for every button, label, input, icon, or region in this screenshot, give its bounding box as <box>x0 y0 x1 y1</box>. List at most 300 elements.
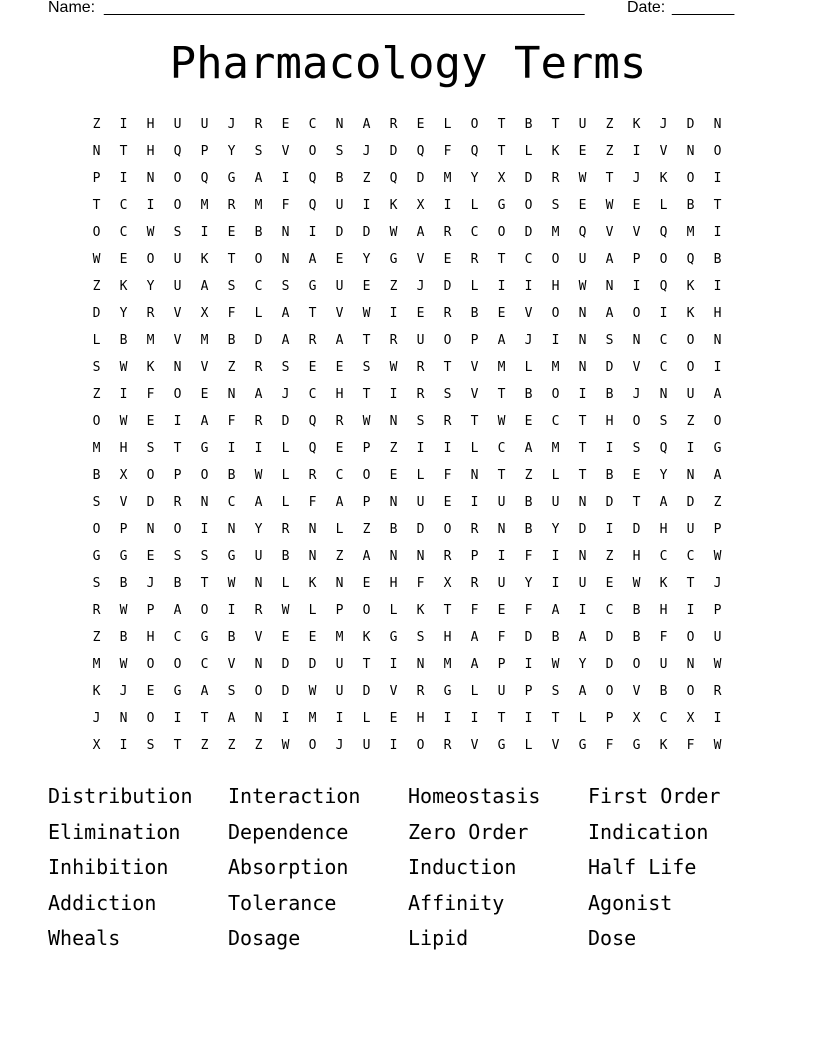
word-bank-item: Addiction <box>48 890 157 915</box>
grid-cell: I <box>578 603 587 618</box>
grid-cell: W <box>389 225 398 240</box>
grid-cell: I <box>362 198 371 213</box>
grid-cell: I <box>524 711 533 726</box>
grid-cell: R <box>389 333 398 348</box>
grid-cell: T <box>200 711 209 726</box>
grid-cell: F <box>281 198 290 213</box>
grid-cell: V <box>632 360 641 375</box>
grid-cell: S <box>92 576 101 591</box>
grid-cell: I <box>551 549 560 564</box>
grid-cell: B <box>470 306 479 321</box>
grid-cell: N <box>632 333 641 348</box>
grid-cell: P <box>713 522 722 537</box>
grid-cell: C <box>119 198 128 213</box>
word-bank-item: Dosage <box>228 926 301 950</box>
grid-cell: P <box>470 333 479 348</box>
grid-cell: D <box>524 171 533 186</box>
grid-cell: F <box>227 414 236 429</box>
grid-cell: O <box>173 171 182 186</box>
grid-cell: N <box>686 657 695 672</box>
grid-cell: M <box>686 225 695 240</box>
grid-cell: I <box>308 225 317 240</box>
grid-cell: G <box>497 198 506 213</box>
grid-cell: L <box>524 144 533 159</box>
grid-cell: U <box>254 549 263 564</box>
grid-cell: H <box>659 522 668 537</box>
grid-cell: A <box>200 684 209 699</box>
grid-cell: T <box>119 144 128 159</box>
grid-cell: J <box>659 117 668 132</box>
grid-cell: Z <box>200 738 209 753</box>
grid-cell: J <box>146 576 155 591</box>
grid-cell: W <box>551 657 560 672</box>
grid-cell: Q <box>308 414 317 429</box>
grid-cell: E <box>524 414 533 429</box>
grid-cell: N <box>308 549 317 564</box>
grid-cell: N <box>389 414 398 429</box>
grid-cell: E <box>605 576 614 591</box>
grid-cell: M <box>146 333 155 348</box>
grid-cell: Z <box>92 279 101 294</box>
grid-cell: J <box>281 387 290 402</box>
grid-cell: N <box>254 711 263 726</box>
grid-cell: J <box>227 117 236 132</box>
grid-cell: L <box>443 117 452 132</box>
grid-cell: U <box>659 657 668 672</box>
grid-cell: F <box>470 603 479 618</box>
grid-cell: N <box>308 522 317 537</box>
grid-cell: P <box>335 603 344 618</box>
grid-cell: S <box>416 630 425 645</box>
grid-cell: E <box>497 603 506 618</box>
grid-cell: M <box>308 711 317 726</box>
grid-cell: S <box>281 279 290 294</box>
grid-cell: V <box>119 495 128 510</box>
grid-cell: V <box>227 657 236 672</box>
word-bank <box>48 782 768 960</box>
grid-cell: S <box>443 387 452 402</box>
grid-cell: F <box>416 576 425 591</box>
grid-cell: B <box>227 468 236 483</box>
grid-cell: A <box>173 603 182 618</box>
grid-cell: R <box>254 603 263 618</box>
grid-cell: A <box>281 306 290 321</box>
grid-cell: S <box>173 225 182 240</box>
grid-cell: W <box>119 414 128 429</box>
date-field[interactable]: _______ <box>672 0 735 16</box>
grid-cell: Z <box>605 117 614 132</box>
grid-cell: N <box>146 171 155 186</box>
grid-cell: N <box>416 657 425 672</box>
grid-cell: I <box>119 171 128 186</box>
grid-cell: L <box>659 198 668 213</box>
grid-cell: O <box>362 468 371 483</box>
grid-cell: N <box>578 495 587 510</box>
grid-cell: D <box>632 522 641 537</box>
grid-cell: O <box>416 738 425 753</box>
grid-cell: B <box>254 225 263 240</box>
grid-cell: U <box>497 495 506 510</box>
grid-cell: W <box>119 360 128 375</box>
grid-cell: R <box>443 738 452 753</box>
grid-cell: D <box>416 522 425 537</box>
grid-cell: O <box>551 252 560 267</box>
grid-cell: E <box>146 414 155 429</box>
grid-cell: E <box>389 711 398 726</box>
grid-cell: B <box>335 171 344 186</box>
grid-cell: E <box>362 279 371 294</box>
grid-cell: X <box>443 576 452 591</box>
grid-cell: T <box>497 711 506 726</box>
grid-cell: G <box>227 549 236 564</box>
grid-cell: J <box>632 171 641 186</box>
grid-cell: Z <box>605 144 614 159</box>
grid-cell: A <box>605 306 614 321</box>
grid-cell: R <box>254 414 263 429</box>
grid-cell: L <box>470 279 479 294</box>
grid-cell: D <box>416 171 425 186</box>
grid-cell: M <box>254 198 263 213</box>
word-bank-item: Induction <box>408 855 517 879</box>
word-bank-item: Inhibition <box>48 855 169 879</box>
grid-cell: F <box>686 738 695 753</box>
grid-cell: O <box>308 738 317 753</box>
grid-cell: C <box>470 225 479 240</box>
grid-cell: C <box>605 603 614 618</box>
grid-cell: N <box>254 657 263 672</box>
grid-cell: X <box>632 711 641 726</box>
grid-cell: K <box>308 576 317 591</box>
grid-cell: I <box>713 171 722 186</box>
grid-cell: B <box>605 468 614 483</box>
grid-cell: U <box>173 117 182 132</box>
grid-cell: O <box>686 630 695 645</box>
grid-cell: T <box>686 576 695 591</box>
grid-cell: E <box>416 117 425 132</box>
grid-cell: N <box>578 306 587 321</box>
grid-cell: O <box>92 225 101 240</box>
grid-cell: K <box>686 279 695 294</box>
grid-cell: Y <box>227 144 236 159</box>
grid-cell: B <box>713 252 722 267</box>
grid-cell: W <box>605 198 614 213</box>
grid-cell: N <box>281 252 290 267</box>
grid-cell: T <box>713 198 722 213</box>
grid-cell: L <box>524 738 533 753</box>
grid-cell: C <box>686 549 695 564</box>
grid-cell: H <box>335 387 344 402</box>
grid-cell: W <box>119 603 128 618</box>
grid-cell: O <box>497 225 506 240</box>
grid-cell: E <box>416 306 425 321</box>
grid-cell: M <box>551 360 560 375</box>
grid-cell: P <box>632 252 641 267</box>
grid-cell: T <box>362 657 371 672</box>
grid-cell: L <box>92 333 101 348</box>
grid-cell: A <box>659 495 668 510</box>
grid-cell: C <box>308 387 317 402</box>
grid-cell: O <box>173 387 182 402</box>
grid-cell: I <box>470 495 479 510</box>
grid-cell: X <box>92 738 101 753</box>
word-bank-item: Zero Order <box>408 819 529 844</box>
grid-cell: T <box>308 306 317 321</box>
grid-cell: H <box>551 279 560 294</box>
grid-cell: F <box>146 387 155 402</box>
grid-cell: C <box>335 468 344 483</box>
grid-cell: T <box>362 333 371 348</box>
grid-cell: S <box>659 414 668 429</box>
grid-cell: E <box>227 225 236 240</box>
grid-cell: X <box>497 171 506 186</box>
grid-cell: W <box>713 657 722 672</box>
grid-cell: N <box>227 522 236 537</box>
grid-cell: T <box>443 603 452 618</box>
grid-cell: M <box>497 360 506 375</box>
grid-cell: Y <box>578 657 587 672</box>
grid-cell: I <box>497 279 506 294</box>
grid-cell: H <box>443 630 452 645</box>
grid-cell: B <box>281 549 290 564</box>
grid-cell: B <box>119 576 128 591</box>
grid-cell: E <box>308 360 317 375</box>
grid-cell: D <box>605 630 614 645</box>
grid-cell: S <box>146 738 155 753</box>
grid-cell: W <box>119 657 128 672</box>
grid-cell: I <box>443 711 452 726</box>
grid-cell: U <box>416 495 425 510</box>
grid-cell: H <box>416 711 425 726</box>
grid-cell: I <box>443 441 452 456</box>
grid-cell: R <box>254 117 263 132</box>
grid-cell: A <box>362 117 371 132</box>
grid-cell: D <box>281 684 290 699</box>
grid-cell: A <box>470 657 479 672</box>
grid-cell: U <box>578 117 587 132</box>
grid-cell: Z <box>92 630 101 645</box>
grid-cell: A <box>308 252 317 267</box>
word-bank-item: Elimination <box>48 819 181 844</box>
grid-cell: R <box>443 549 452 564</box>
grid-cell: N <box>713 117 722 132</box>
grid-cell: O <box>200 468 209 483</box>
grid-cell: R <box>335 414 344 429</box>
grid-cell: I <box>524 279 533 294</box>
grid-cell: E <box>578 198 587 213</box>
grid-cell: I <box>443 198 452 213</box>
grid-cell: I <box>686 603 695 618</box>
grid-cell: P <box>92 171 101 186</box>
grid-cell: V <box>632 684 641 699</box>
grid-cell: P <box>119 522 128 537</box>
grid-cell: Q <box>389 171 398 186</box>
grid-cell: U <box>497 684 506 699</box>
grid-cell: G <box>389 630 398 645</box>
grid-cell: N <box>173 360 182 375</box>
grid-cell: S <box>227 684 236 699</box>
grid-cell: D <box>524 630 533 645</box>
grid-cell: J <box>335 738 344 753</box>
grid-cell: C <box>659 549 668 564</box>
page-title: Pharmacology Terms <box>169 38 647 89</box>
grid-cell: I <box>119 117 128 132</box>
grid-cell: S <box>551 684 560 699</box>
grid-cell: G <box>713 441 722 456</box>
grid-cell: I <box>524 657 533 672</box>
grid-cell: D <box>686 495 695 510</box>
grid-cell: D <box>281 414 290 429</box>
grid-cell: P <box>146 603 155 618</box>
grid-cell: G <box>389 252 398 267</box>
grid-cell: I <box>119 738 128 753</box>
grid-cell: W <box>227 576 236 591</box>
grid-cell: Q <box>200 171 209 186</box>
grid-cell: U <box>335 279 344 294</box>
grid-cell: B <box>632 630 641 645</box>
grid-cell: R <box>551 171 560 186</box>
grid-cell: Z <box>335 549 344 564</box>
grid-cell: O <box>632 657 641 672</box>
grid-cell: N <box>227 387 236 402</box>
grid-cell: G <box>173 684 182 699</box>
grid-cell: N <box>686 144 695 159</box>
grid-cell: A <box>578 630 587 645</box>
grid-cell: B <box>524 495 533 510</box>
grid-cell: N <box>605 279 614 294</box>
grid-cell: M <box>551 441 560 456</box>
grid-cell: L <box>470 441 479 456</box>
grid-cell: W <box>578 171 587 186</box>
grid-cell: V <box>200 360 209 375</box>
grid-cell: A <box>578 684 587 699</box>
grid-cell: R <box>281 522 290 537</box>
grid-cell: Z <box>227 360 236 375</box>
grid-cell: R <box>92 603 101 618</box>
grid-cell: K <box>659 576 668 591</box>
grid-cell: Z <box>389 441 398 456</box>
grid-cell: S <box>605 333 614 348</box>
word-bank-item: Dose <box>588 926 637 950</box>
grid-cell: P <box>173 468 182 483</box>
grid-cell: I <box>416 441 425 456</box>
grid-cell: W <box>308 684 317 699</box>
grid-cell: V <box>659 144 668 159</box>
grid-cell: N <box>389 549 398 564</box>
grid-cell: U <box>173 279 182 294</box>
grid-cell: T <box>227 252 236 267</box>
grid-cell: W <box>362 306 371 321</box>
grid-cell: G <box>200 441 209 456</box>
word-bank-item: Homeostasis <box>408 784 541 808</box>
grid-cell: S <box>173 549 182 564</box>
grid-cell: O <box>146 711 155 726</box>
grid-cell: G <box>92 549 101 564</box>
grid-cell: G <box>578 738 587 753</box>
grid-cell: A <box>335 333 344 348</box>
grid-cell: Y <box>470 171 479 186</box>
grid-cell: E <box>632 468 641 483</box>
grid-cell: E <box>200 387 209 402</box>
grid-cell: P <box>497 657 506 672</box>
grid-cell: B <box>227 630 236 645</box>
grid-cell: T <box>470 414 479 429</box>
grid-cell: F <box>659 630 668 645</box>
grid-cell: O <box>713 144 722 159</box>
grid-cell: G <box>443 684 452 699</box>
grid-cell: Q <box>308 198 317 213</box>
grid-cell: I <box>173 414 182 429</box>
date-label: Date: <box>627 0 666 16</box>
grid-cell: T <box>578 414 587 429</box>
grid-cell: Q <box>308 441 317 456</box>
grid-cell: A <box>713 468 722 483</box>
grid-cell: H <box>659 603 668 618</box>
grid-cell: D <box>605 360 614 375</box>
grid-cell: D <box>92 306 101 321</box>
grid-cell: B <box>92 468 101 483</box>
grid-cell: T <box>578 441 587 456</box>
grid-cell: A <box>227 711 236 726</box>
grid-cell: R <box>254 360 263 375</box>
word-bank-item: Indication <box>588 819 709 844</box>
grid-cell: S <box>254 144 263 159</box>
grid-cell: A <box>335 495 344 510</box>
grid-cell: R <box>443 306 452 321</box>
grid-cell: F <box>524 549 533 564</box>
grid-cell: L <box>416 468 425 483</box>
grid-cell: E <box>335 252 344 267</box>
grid-cell: B <box>389 522 398 537</box>
grid-cell: R <box>173 495 182 510</box>
grid-cell: J <box>362 144 371 159</box>
grid-cell: N <box>497 522 506 537</box>
name-field[interactable]: ______________________________________________________ <box>104 0 585 16</box>
grid-cell: N <box>686 468 695 483</box>
grid-cell: H <box>632 549 641 564</box>
grid-cell: U <box>335 684 344 699</box>
grid-cell: I <box>578 387 587 402</box>
grid-cell: W <box>92 252 101 267</box>
grid-cell: O <box>146 468 155 483</box>
grid-cell: E <box>146 684 155 699</box>
grid-cell: Q <box>686 252 695 267</box>
grid-cell: E <box>443 252 452 267</box>
grid-cell: W <box>632 576 641 591</box>
word-bank-item: Distribution <box>48 784 193 808</box>
grid-cell: D <box>362 225 371 240</box>
grid-cell: E <box>389 468 398 483</box>
grid-cell: I <box>605 441 614 456</box>
grid-cell: O <box>173 198 182 213</box>
grid-cell: I <box>281 711 290 726</box>
grid-cell: K <box>686 306 695 321</box>
grid-cell: M <box>335 630 344 645</box>
grid-cell: Z <box>92 387 101 402</box>
grid-cell: I <box>200 225 209 240</box>
grid-cell: D <box>605 495 614 510</box>
grid-cell: S <box>200 549 209 564</box>
grid-cell: D <box>389 144 398 159</box>
grid-cell: Q <box>578 225 587 240</box>
grid-cell: T <box>497 117 506 132</box>
grid-cell: Q <box>659 441 668 456</box>
grid-cell: D <box>281 657 290 672</box>
grid-cell: R <box>713 684 722 699</box>
grid-cell: D <box>146 495 155 510</box>
grid-cell: W <box>146 225 155 240</box>
grid-cell: V <box>389 684 398 699</box>
name-label: Name: <box>48 0 96 16</box>
